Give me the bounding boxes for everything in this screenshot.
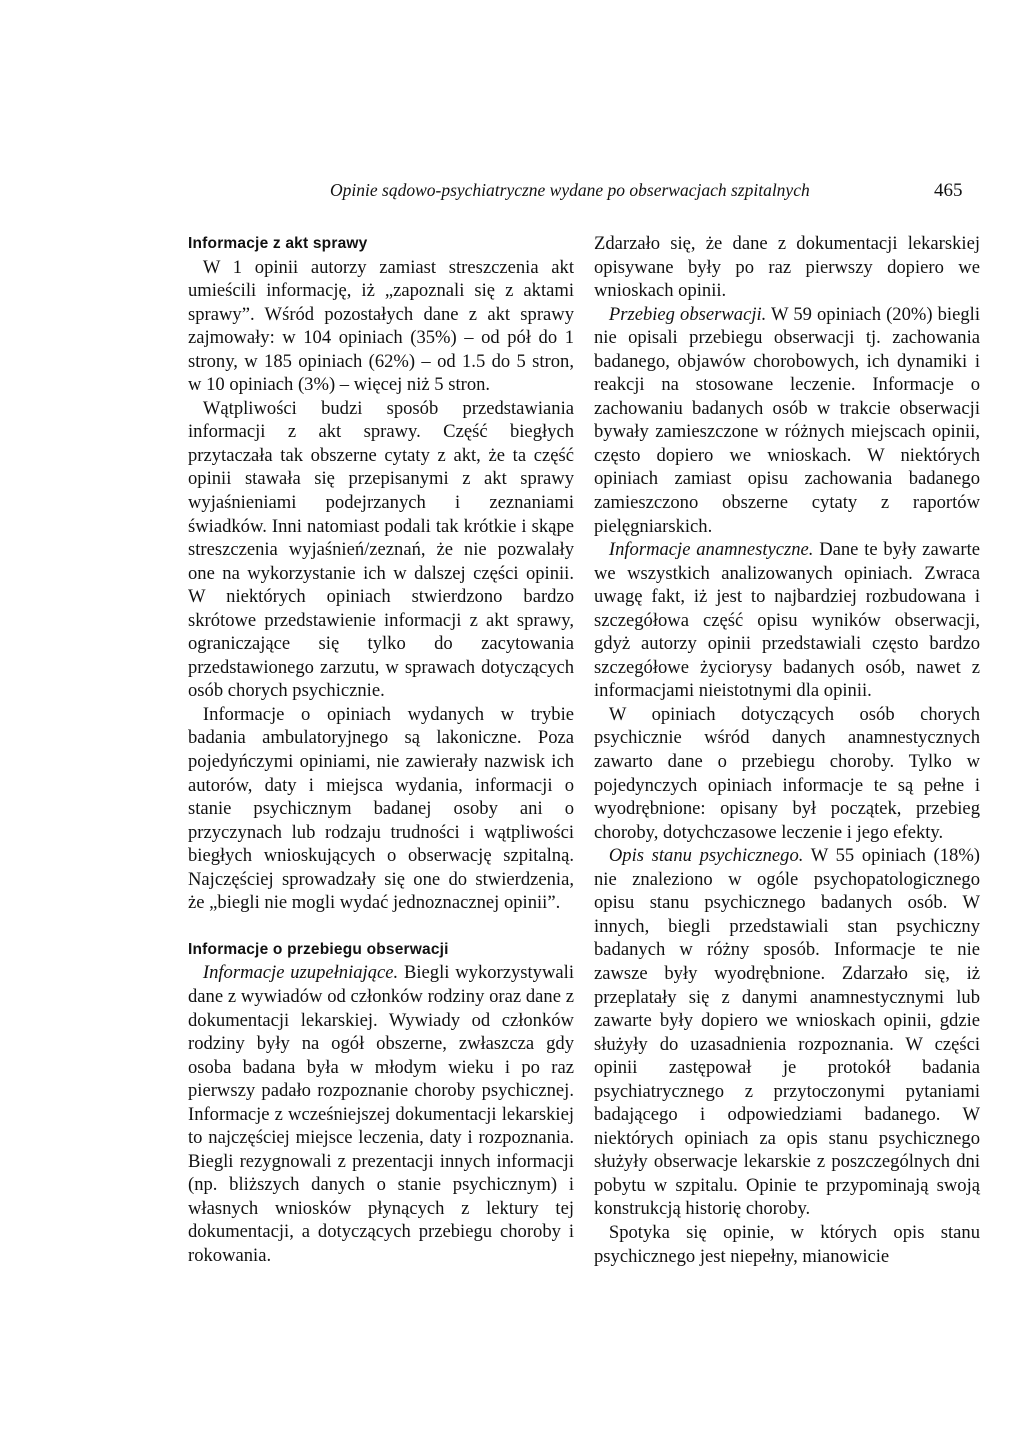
section-heading-przebieg-obserwacji: Informacje o przebiegu obserwacji xyxy=(188,940,449,958)
paragraph-lead: Przebieg obserwacji. xyxy=(608,303,767,325)
paragraph-body: Biegli wykorzystywali dane z wywiadów od członków rodziny oraz dane z dokumentacji lekarskiej. Wywiady od członków rodziny były na ogół obszerne, zwłaszcza gdy osoba badana była w młodym wieku i po raz pierwszy padało rozpoznanie choroby psychicznej. Informacje z wcześniejszej dokumentacji lekarskiej to najczęściej miejsce leczenia, daty i rozpoznania. Biegli rezygnowali z prezentacji innych informacji (np. bliższych danych o stanie psychicznym) i własnych wniosków płynących z lektury tej dokumentacji, a dotyczących przebiegu choroby i rokowania. xyxy=(188,962,574,1266)
section-heading-akt-sprawy: Informacje z akt sprawy xyxy=(188,235,368,252)
paragraph xyxy=(594,303,980,538)
paragraph-lead: Informacje uzupełniające. xyxy=(202,962,399,984)
paragraph-body: W 55 opiniach (18%) nie znaleziono w ogóle psychopatologicznego opisu stanu psychicznego badanych osób. W innych, biegli przedstawiali stan psychiczny badanych w różny sposób. Informacje te nie zawsze były wyodrębnione. Zdarzało się, iż przeplatały się z danymi anamnestycznymi lub zawarte były dopiero we wnioskach opinii, gdzie służyły do uzasadnienia rozpoznania. W części opinii zastępował je protokół badania psychiatrycznego z przytoczonymi pytaniami badającego i odpowiedziami badanego. W niektórych opiniach za opis stanu psychicznego służyły obserwacje lekarskie z poszczególnych dni pobytu w szpitalu. Opinie te przypominają swoją konstrukcją historię choroby. xyxy=(594,845,981,1220)
paragraph-lead: Opis stanu psychicznego. xyxy=(608,845,804,867)
paragraph xyxy=(594,844,980,1221)
paragraph xyxy=(188,961,574,1267)
running-head: Opinie sądowo-psychiatryczne wydane po obserwacjach szpitalnych xyxy=(330,180,810,200)
paragraph-lead: Informacje anamnestyczne. xyxy=(608,539,814,561)
paragraph: Informacje o opiniach wydanych w trybie badania ambulatoryjnego są lakoniczne. Poza pojedyńczymi opiniami, nie zawierały nazwisk ich autorów, daty i miejsca wydania, informacji o stanie psychicznym badanej osoby ani o przyczynach lub rodzaju trudności i wątpliwości biegłych wnioskujących o obserwację szpitalną. Najczęściej sprowadzały się one do stwierdzenia, że „biegli nie mogli wydać jednoznacznej opinii”. xyxy=(188,703,574,914)
paragraph-body: Dane te były zawarte we wszystkich analizowanych opiniach. Zwraca uwagę fakt, iż jest to najbardziej rozbudowana i szczegółowa część opisu wyników obserwacji, gdyż autorzy opinii przedstawiali często bardzo szczegółowe życiorysy badanych osób, nawet z informacjami nieistotnymi dla opinii. xyxy=(594,539,980,702)
paragraph: Zdarzało się, że dane z dokumentacji lekarskiej opisywane były po raz pierwszy dopiero we wnioskach opinii. xyxy=(594,233,980,302)
paragraph: W opiniach dotyczących osób chorych psychicznie wśród danych anamnestycznych zawarto dane o przebiegu choroby. Tylko w pojedynczych opiniach informacje te są pełne i wyodrębnione: opisany był początek, przebieg choroby, dotychczasowe leczenie i jego efekty. xyxy=(594,703,980,843)
paragraph: W 1 opinii autorzy zamiast streszczenia akt umieścili informację, iż „zapoznali się z aktami sprawy”. Wśród pozostałych dane z akt sprawy zajmowały: w 104 opiniach (35%) – od pół do 1 strony, w 185 opiniach (62%) – od 1.5 do 5 stron, w 10 opiniach (3%) – więcej niż 5 stron. xyxy=(188,256,574,396)
right-column xyxy=(594,232,980,1268)
page-number: 465 xyxy=(934,180,963,201)
paragraph: Spotyka się opinie, w których opis stanu psychicznego jest niepełny, mianowicie xyxy=(594,1221,980,1267)
paragraph xyxy=(594,538,980,703)
paragraph: Wątpliwości budzi sposób przedstawiania informacji z akt sprawy. Część biegłych przytaczała tak obszerne cytaty z akt, że ta część opinii stawała się przepisanymi z akt sprawy wyjaśnieniami podejrzanych i zeznaniami świadków. Inni natomiast podali tak krótkie i skąpe streszczenia wyjaśnień/zeznań, że nie pozwalały one na wykorzystanie ich w dalszej części opinii. W niektórych opiniach stwierdzono bardzo skrótowe przedstawienie informacji z akt sprawy, ograniczające się tylko do zacytowania przedstawionego zarzutu, w sprawach dotyczących osób chorych psychicznie. xyxy=(188,397,574,702)
left-column xyxy=(188,232,574,1268)
paragraph-body: W 59 opiniach (20%) biegli nie opisali przebiegu obserwacji tj. zachowania badanego, objawów chorobowych, ich dynamiki i reakcji na stosowane leczenie. Informacje o zachowaniu badanych osób w trakcie obserwacji bywały zamieszczone w różnych miejscach opinii, często dopiero we wnioskach. W niektórych opiniach zamiast opisu zachowania badanego zamieszczono obszerne cytaty z raportów pielęgniarskich. xyxy=(594,303,980,537)
